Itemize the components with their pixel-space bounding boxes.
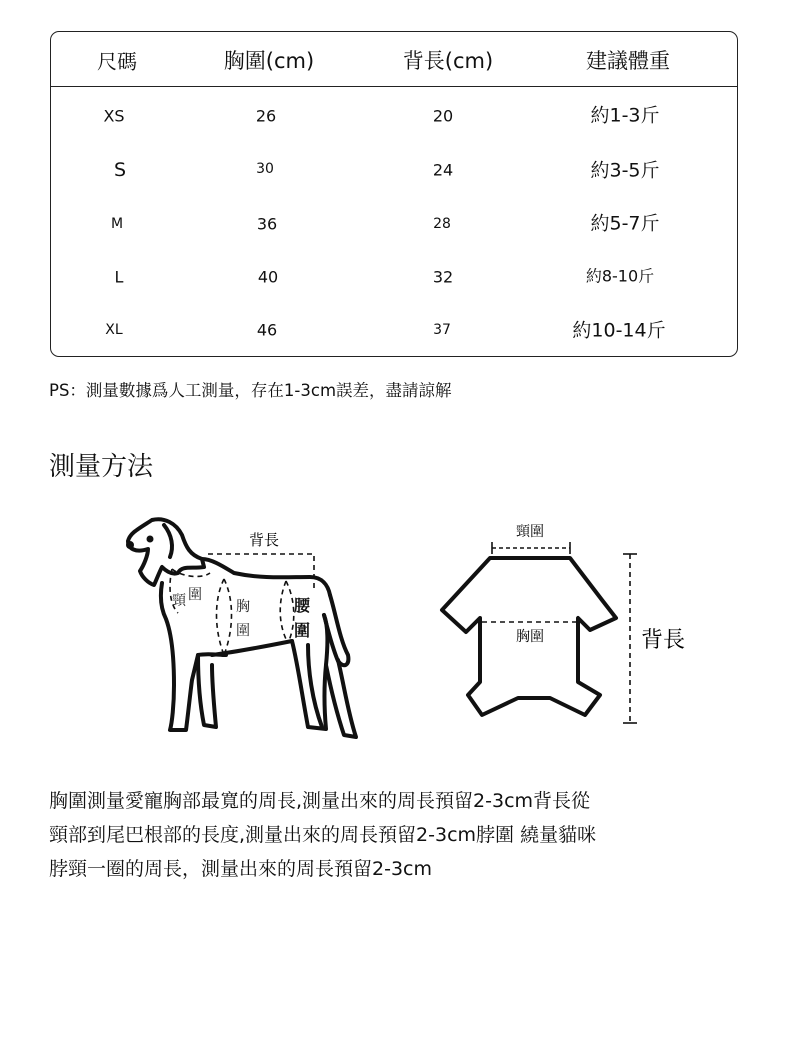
header-weight: 建議體重 bbox=[586, 49, 670, 73]
svg-text:圍: 圍 bbox=[293, 621, 311, 640]
dog-nose bbox=[126, 541, 134, 549]
weight-cell: 約5-7斤 bbox=[590, 212, 660, 235]
svg-text:圍: 圍 bbox=[236, 623, 250, 639]
dog-neck-label bbox=[172, 587, 202, 609]
svg-text:腰: 腰 bbox=[293, 596, 311, 615]
header-divider bbox=[51, 86, 737, 87]
header-size: 尺碼 bbox=[97, 49, 137, 74]
size-cell: XL bbox=[105, 322, 123, 338]
dog-waist-label bbox=[294, 596, 311, 640]
measurement-note: PS：測量數據爲人工測量，存在1-3cm誤差，盡請諒解 bbox=[49, 381, 452, 400]
weight-cell: 約3-5斤 bbox=[590, 159, 660, 182]
garment-back-length-measure bbox=[623, 554, 637, 723]
garment-neck-label: 頸圍 bbox=[516, 524, 544, 540]
waist-line-front bbox=[286, 581, 294, 643]
back-length-cell: 32 bbox=[432, 267, 454, 287]
size-cell: L bbox=[114, 267, 124, 287]
chest-cell: 40 bbox=[257, 267, 279, 287]
table-header-row bbox=[51, 32, 737, 86]
description-line: 胸圍測量愛寵胸部最寬的周長,測量出來的周長預留2-3cm背長從 bbox=[49, 790, 591, 812]
svg-text:圍: 圍 bbox=[188, 587, 202, 603]
chest-cell: 46 bbox=[256, 320, 278, 340]
waist-line-back bbox=[280, 581, 288, 643]
dog-measurement-diagram bbox=[112, 495, 387, 750]
back-length-cell: 20 bbox=[432, 106, 454, 126]
weight-cell: 約10-14斤 bbox=[572, 319, 666, 342]
back-length-cell: 24 bbox=[432, 160, 454, 180]
chest-line-back bbox=[217, 579, 225, 655]
chest-line-front bbox=[224, 579, 232, 655]
measurement-description bbox=[49, 784, 739, 886]
weight-cell: 約8-10斤 bbox=[585, 266, 655, 286]
weight-cell: 約1-3斤 bbox=[590, 104, 660, 127]
size-cell: M bbox=[110, 216, 124, 232]
chest-cell: 36 bbox=[256, 214, 278, 234]
garment-chest-label: 胸圍 bbox=[516, 629, 544, 645]
description-line: 頸部到尾巴根部的長度,測量出來的周長預留2-3cm脖圍 繞量貓咪 bbox=[49, 824, 597, 846]
header-chest: 胸圍(cm) bbox=[223, 49, 315, 73]
size-cell: XS bbox=[103, 106, 125, 126]
garment-neck-measure bbox=[492, 542, 570, 554]
back-length-cell: 28 bbox=[433, 216, 451, 232]
dog-back-length-label: 背長 bbox=[248, 531, 280, 549]
svg-text:胸: 胸 bbox=[236, 599, 250, 615]
size-cell: S bbox=[113, 159, 127, 181]
chest-cell: 26 bbox=[255, 106, 277, 126]
description-line: 脖頸一圈的周長，測量出來的周長預留2-3cm bbox=[49, 858, 432, 880]
dog-chest-label bbox=[236, 599, 250, 639]
dog-eye bbox=[147, 536, 154, 543]
size-table bbox=[50, 31, 738, 357]
header-back-length: 背長(cm) bbox=[402, 49, 494, 73]
svg-text:頸: 頸 bbox=[172, 593, 186, 609]
back-length-cell: 37 bbox=[433, 322, 451, 338]
garment-back-length-label: 背長 bbox=[640, 628, 686, 653]
section-title: 測量方法 bbox=[49, 452, 154, 482]
back-length-line bbox=[208, 554, 314, 591]
chest-cell: 30 bbox=[256, 161, 274, 177]
garment-measurement-diagram bbox=[430, 510, 695, 735]
